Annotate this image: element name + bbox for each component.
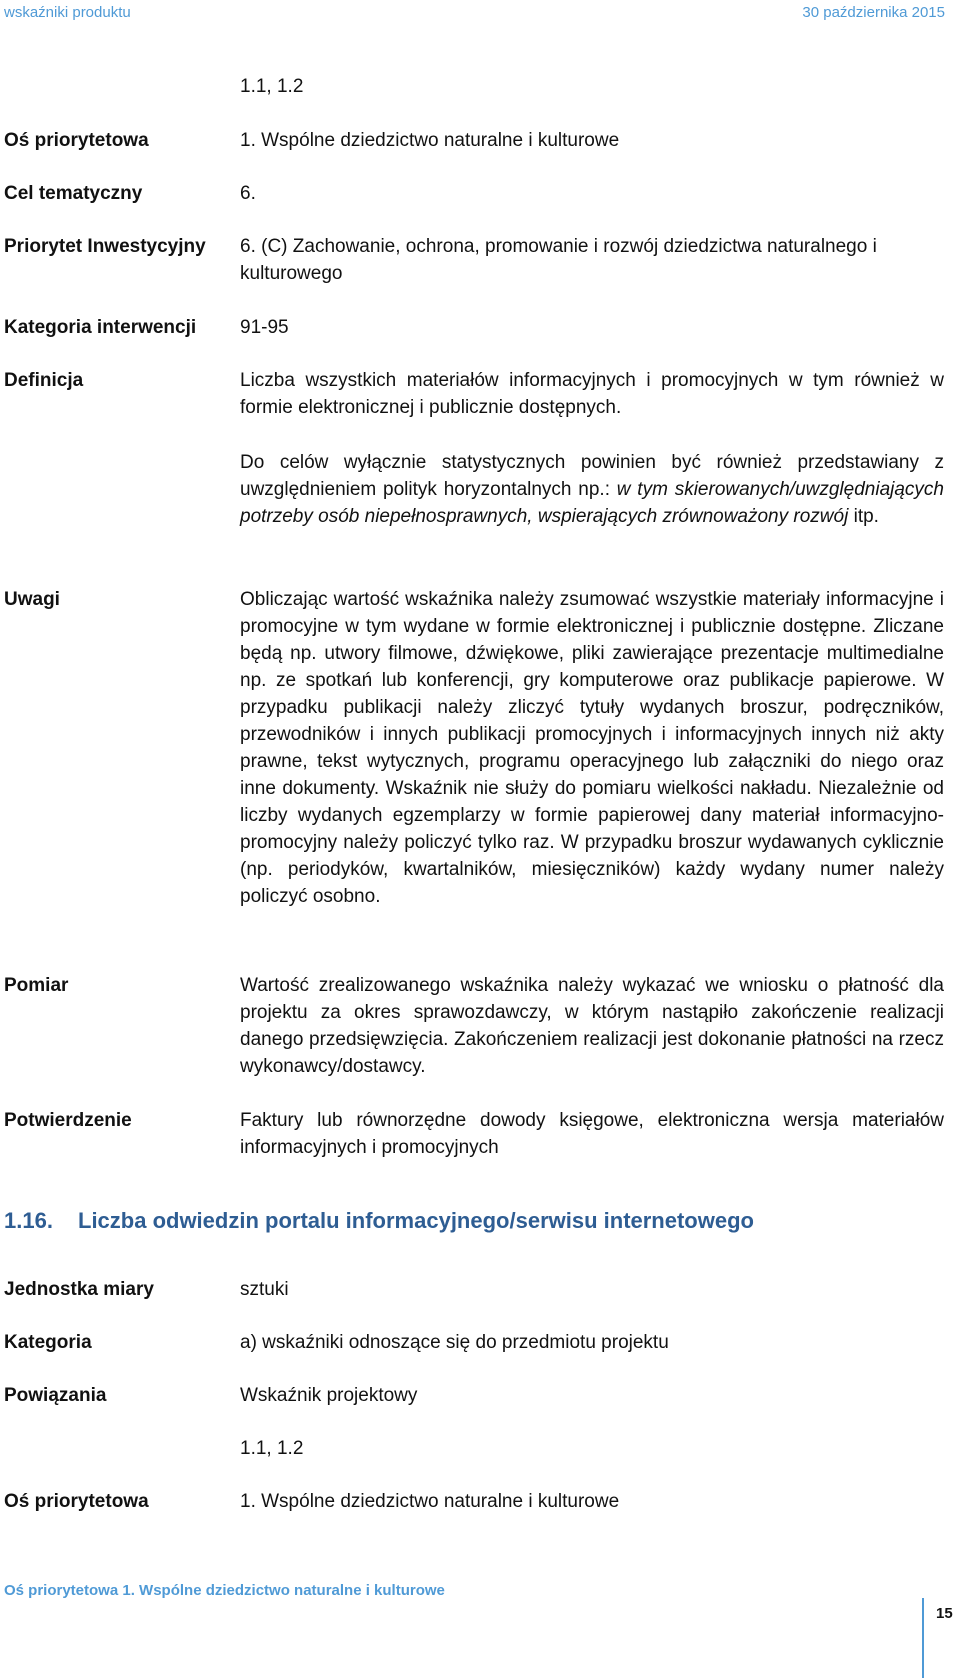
definition-label: Definicja bbox=[4, 370, 84, 391]
category-value: 91-95 bbox=[240, 317, 289, 338]
running-footer: Oś priorytetowa 1. Wspólne dziedzictwo naturalne i kulturowe bbox=[4, 1582, 445, 1599]
priority-value: 6. (C) Zachowanie, ochrona, promowanie i rozwój dziedzictwa naturalnego i kulturowego bbox=[240, 236, 877, 284]
definition-note-a: Do celów wyłącznie statystycznych powinien być również przedstawiany z uwzględnieniem polityk horyzontalnych np.: bbox=[240, 452, 944, 500]
measure-text: Wartość zrealizowanego wskaźnika należy wykazać we wniosku o płatność dla projektu za okres sprawozdawczy, w którym nastąpiło zakończenie realizacji danego przedsięwzięcia. Zakończeniem realizacji jest dokonanie płatności na rzecz wykonawcy/dostawcy. bbox=[240, 975, 944, 1077]
definition-note-b: itp. bbox=[848, 506, 879, 527]
goal-label: Cel tematyczny bbox=[4, 183, 143, 204]
related-codes-2: 1.1, 1.2 bbox=[240, 1438, 304, 1459]
measure-label: Pomiar bbox=[4, 975, 69, 996]
section-heading bbox=[4, 1208, 754, 1234]
section-number: 1.16. bbox=[4, 1208, 53, 1233]
running-header-title: wskaźniki produktu bbox=[4, 4, 131, 21]
axis2-value: 1. Wspólne dziedzictwo naturalne i kulturowe bbox=[240, 1491, 620, 1512]
axis-value: 1. Wspólne dziedzictwo naturalne i kulturowe bbox=[240, 130, 620, 151]
category-label: Kategoria interwencji bbox=[4, 317, 197, 338]
related-codes: 1.1, 1.2 bbox=[240, 76, 304, 97]
confirm-text: Faktury lub równorzędne dowody księgowe, elektroniczna wersja materiałów informacyjnych i promocyjnych bbox=[240, 1110, 944, 1158]
confirm-label: Potwierdzenie bbox=[4, 1110, 132, 1131]
running-header-date: 30 października 2015 bbox=[802, 4, 945, 21]
category2-label: Kategoria bbox=[4, 1332, 92, 1353]
relations-label: Powiązania bbox=[4, 1385, 107, 1406]
priority-label: Priorytet Inwestycyjny bbox=[4, 236, 206, 257]
goal-value: 6. bbox=[240, 183, 256, 204]
section-title: Liczba odwiedzin portalu informacyjnego/serwisu internetowego bbox=[78, 1208, 754, 1233]
notes-label: Uwagi bbox=[4, 589, 60, 610]
notes-text: Obliczając wartość wskaźnika należy zsumować wszystkie materiały informacyjne i promocyjne w tym wydane w formie elektronicznej i publicznie dostępne. Zliczane będą np. utwory filmowe, dźwiękowe, pliki zawierające prezentacje multimedialne np. ze spotkań lub konferencji, gry komputerowe oraz publikacje papierowe. W przypadku publikacji należy zliczyć tytuły wydanych broszur, podręczników, przewodników i innych publikacji promocyjnych i informacyjnych innych niż akty prawne, tekst wytycznych, programu operacyjnego lub załączniki do niego oraz inne dokumenty. Wskaźnik nie służy do pomiaru wielkości nakładu. Niezależnie od liczby wydanych egzemplarzy w formie papierowej dany materiał informacyjno-promocyjny należy policzyć tylko raz. W przypadku broszur wydawanych cyklicznie (np. periodyków, kwartalników, miesięczników) każdy wydany numer należy policzyć osobno. bbox=[240, 589, 944, 907]
axis2-label: Oś priorytetowa bbox=[4, 1491, 149, 1512]
axis-label: Oś priorytetowa bbox=[4, 130, 149, 151]
definition-note bbox=[240, 449, 944, 530]
unit-label: Jednostka miary bbox=[4, 1279, 154, 1300]
category2-value: a) wskaźniki odnoszące się do przedmiotu projektu bbox=[240, 1332, 669, 1353]
page-number: 15 bbox=[936, 1605, 953, 1622]
definition-note-italic: w tym skierowanych/uwzględniających potrzeby osób niepełnosprawnych, wspierających zrównoważony rozwój bbox=[240, 479, 944, 527]
definition-text: Liczba wszystkich materiałów informacyjnych i promocyjnych w tym również w formie elektronicznej i publicznie dostępnych. bbox=[240, 370, 944, 418]
unit-value: sztuki bbox=[240, 1279, 289, 1300]
relations-value: Wskaźnik projektowy bbox=[240, 1385, 418, 1406]
